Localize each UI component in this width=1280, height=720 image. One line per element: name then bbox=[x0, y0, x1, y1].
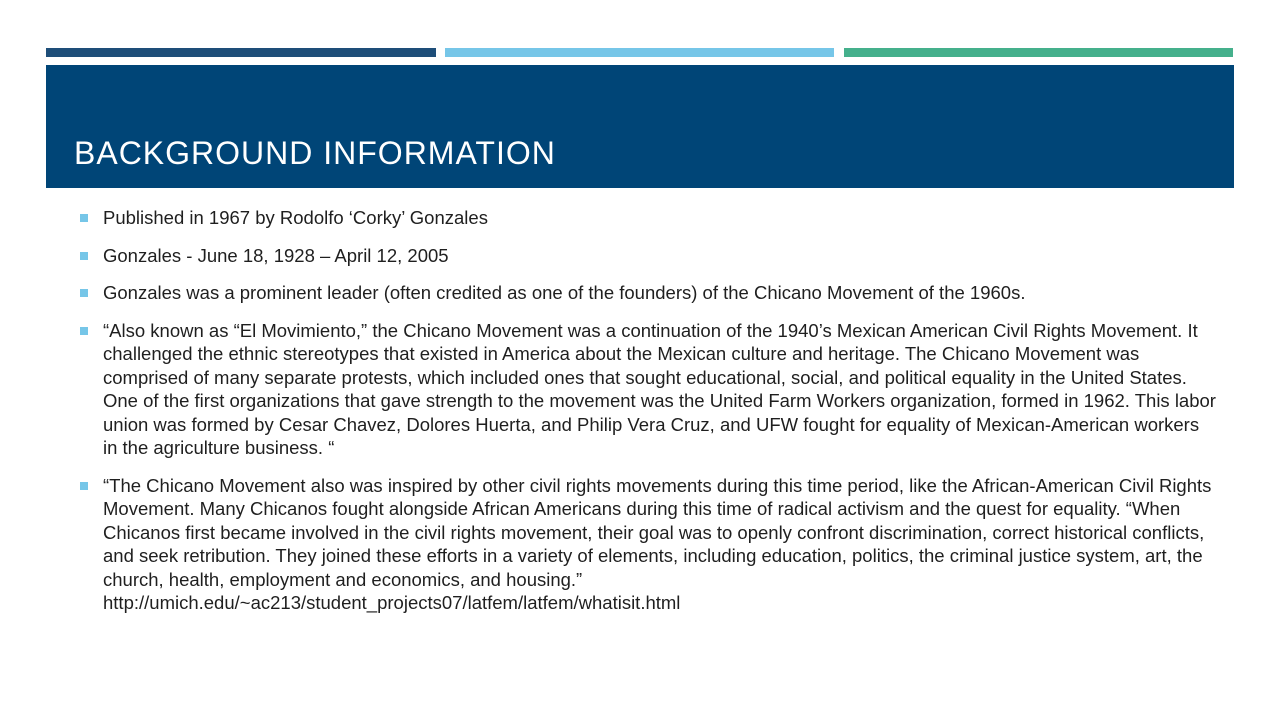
bullet-item-leader bbox=[76, 281, 1216, 305]
square-bullet-icon bbox=[80, 252, 88, 260]
bullet-text: “Also known as “El Movimiento,” the Chicano Movement was a continuation of the 1940’s Mexican American Civil Rights Movement. It challenged the ethnic stereotypes that existed in America about the Mexican culture and heritage. The Chicano Movement was comprised of many separate protests, which included ones that sought educational, social, and political equality in the United States. One of the first organizations that gave strength to the movement was the United Farm Workers organization, formed in 1962. This labor union was formed by Cesar Chavez, Dolores Huerta, and Philip Vera Cruz, and UFW fought for equality of Mexican-American workers in the agriculture business. “ bbox=[103, 319, 1216, 458]
bullet-item-lifespan bbox=[76, 244, 1216, 268]
bullet-item-inspiration-quote bbox=[76, 474, 1216, 615]
square-bullet-icon bbox=[80, 482, 88, 490]
bullet-item-movement-quote bbox=[76, 319, 1216, 460]
bullet-text: “The Chicano Movement also was inspired by other civil rights movements during this time period, like the African-American Civil Rights Movement. Many Chicanos fought alongside African Americans during this time of radical activism and the quest for equality. “When Chicanos first became involved in the civil rights movement, their goal was to openly confront discrimination, correct historical conflicts, and seek retribution. They joined these efforts in a variety of elements, including education, politics, the criminal justice system, art, the church, health, employment and economics, and housing.” bbox=[103, 474, 1212, 590]
accent-bar-dark-blue bbox=[46, 48, 436, 57]
bullet-list bbox=[76, 206, 1216, 629]
bullet-item-published bbox=[76, 206, 1216, 230]
bullet-text: Published in 1967 by Rodolfo ‘Corky’ Gonzales bbox=[103, 207, 488, 228]
title-band bbox=[46, 65, 1234, 188]
accent-bar-green bbox=[844, 48, 1233, 57]
bullet-text: Gonzales - June 18, 1928 – April 12, 2005 bbox=[103, 244, 449, 266]
square-bullet-icon bbox=[80, 327, 88, 335]
square-bullet-icon bbox=[80, 214, 88, 222]
square-bullet-icon bbox=[80, 289, 88, 297]
source-url: http://umich.edu/~ac213/student_projects07/latfem/latfem/whatisit.html bbox=[103, 592, 681, 613]
slide-title: BACKGROUND INFORMATION bbox=[74, 135, 556, 171]
bullet-text: Gonzales was a prominent leader (often credited as one of the founders) of the Chicano Movement of the 1960s. bbox=[103, 282, 1026, 303]
accent-bar-light-blue bbox=[445, 48, 834, 57]
